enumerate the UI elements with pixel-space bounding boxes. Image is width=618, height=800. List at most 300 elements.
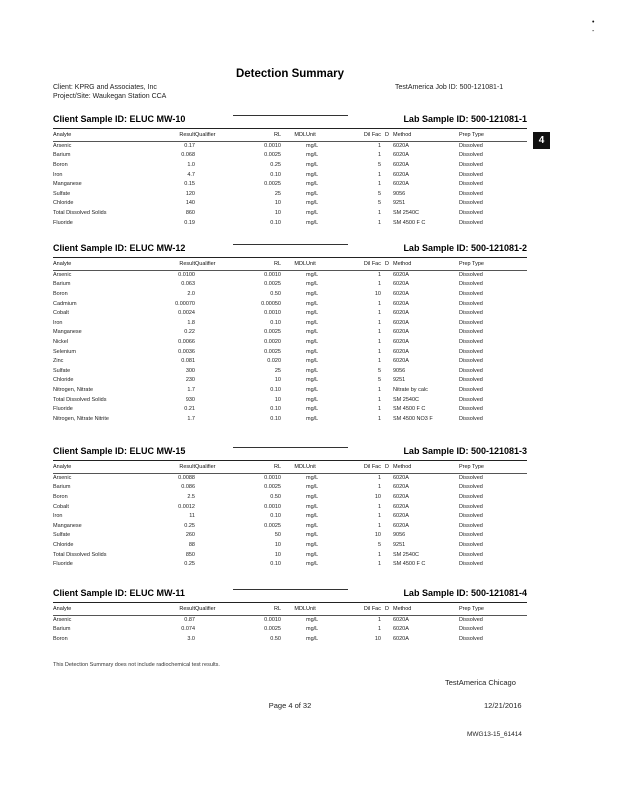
cell-mdl [281,367,306,377]
cell-qualifier [195,319,231,329]
cell-analyte: Barium [53,484,71,491]
cell-analyte: Selenium [53,348,76,355]
cell-d [381,161,393,171]
cell-rl: 0.10 [270,387,281,394]
cell-qualifier [195,493,231,503]
cell-dil-fac: 1 [377,142,381,149]
cell-qualifier [195,151,231,161]
cell-mdl [281,376,306,386]
cell-unit: mg/L [306,142,319,149]
cell-analyte: Barium [53,626,71,633]
cell-unit: mg/L [306,210,319,217]
cell-qualifier [195,483,231,493]
cell-rl: 0.0010 [264,474,281,481]
cell-unit: mg/L [306,219,319,226]
cell-qualifier [195,309,231,319]
cell-prep-type: Dissolved [459,319,483,326]
cell-mdl [281,170,306,180]
cell-method: 6020A [393,503,409,510]
lab-name: TestAmerica Chicago [445,678,516,687]
cell-qualifier [195,357,231,367]
cell-qualifier [195,405,231,415]
column-header-rl: RL [231,605,281,615]
column-header-mdl: MDL [281,605,306,615]
cell-method: 6020A [393,636,409,643]
table-row [53,522,527,532]
cell-result: 0.0024 [178,310,195,317]
cell-dil-fac: 10 [374,291,381,298]
cell-d [381,531,393,541]
cell-qualifier [195,395,231,405]
cell-dil-fac: 5 [377,200,381,207]
cell-unit: mg/L [306,513,319,520]
cell-dil-fac: 5 [377,190,381,197]
cell-rl: 0.0010 [264,142,281,149]
cell-method: 6020A [393,181,409,188]
sample-section [53,446,527,570]
cell-qualifier [195,347,231,357]
cell-qualifier [195,502,231,512]
cell-method: 6020A [393,171,409,178]
cell-mdl [281,338,306,348]
sample-section [53,243,527,424]
cell-mdl [281,270,306,280]
cell-d [381,493,393,503]
table-row [53,560,527,570]
cell-prep-type: Dissolved [459,551,483,558]
cell-result: 0.00070 [175,300,195,307]
footnote: This Detection Summary does not include radiochemical test results. [53,662,220,668]
cell-mdl [281,161,306,171]
table-row [53,502,527,512]
cell-rl: 0.50 [270,291,281,298]
cell-dil-fac: 10 [374,532,381,539]
results-table [53,260,527,424]
cell-analyte: Arsenic [53,616,72,623]
cell-result: 0.25 [184,561,195,568]
column-header-mdl: MDL [281,260,306,270]
table-row [53,347,527,357]
column-header-method: Method [393,260,459,270]
cell-qualifier [195,531,231,541]
table-row [53,531,527,541]
cell-d [381,635,393,645]
cell-rl: 25 [274,367,281,374]
table-row [53,209,527,219]
cell-mdl [281,493,306,503]
cell-rl: 10 [274,200,281,207]
cell-mdl [281,531,306,541]
cell-mdl [281,141,306,151]
cell-prep-type: Dissolved [459,561,483,568]
table-row [53,405,527,415]
cell-method: 9251 [393,200,406,207]
cell-method: 6020A [393,310,409,317]
cell-rl: 0.25 [270,162,281,169]
cell-unit: mg/L [306,377,319,384]
cell-mdl [281,635,306,645]
cell-dil-fac: 1 [377,561,381,568]
table-row [53,493,527,503]
column-header-method: Method [393,605,459,615]
cell-unit: mg/L [306,339,319,346]
cell-rl: 50 [274,532,281,539]
table-row [53,161,527,171]
cell-method: SM 4500 F C [393,219,426,226]
cell-prep-type: Dissolved [459,291,483,298]
cell-qualifier [195,328,231,338]
cell-dil-fac: 1 [377,181,381,188]
cell-dil-fac: 5 [377,367,381,374]
cell-prep-type: Dissolved [459,415,483,422]
cell-unit: mg/L [306,542,319,549]
cell-qualifier [195,270,231,280]
cell-mdl [281,615,306,625]
cell-qualifier [195,415,231,425]
cell-analyte: Cobalt [53,310,69,317]
cell-mdl [281,522,306,532]
cell-result: 0.25 [184,522,195,529]
cell-prep-type: Dissolved [459,396,483,403]
column-header-d: D [381,131,393,141]
cell-unit: mg/L [306,190,319,197]
cell-result: 0.063 [181,281,195,288]
cell-unit: mg/L [306,171,319,178]
table-row [53,367,527,377]
cell-method: 6020A [393,484,409,491]
cell-analyte: Nickel [53,339,68,346]
cell-d [381,319,393,329]
lab-sample-id: Lab Sample ID: 500-121081-4 [403,588,527,598]
cell-prep-type: Dissolved [459,210,483,217]
cell-analyte: Cadmium [53,300,77,307]
cell-prep-type: Dissolved [459,152,483,159]
cell-rl: 0.10 [270,513,281,520]
cell-prep-type: Dissolved [459,329,483,336]
cell-dil-fac: 1 [377,616,381,623]
column-header-rl: RL [231,463,281,473]
cell-mdl [281,560,306,570]
cell-unit: mg/L [306,310,319,317]
cell-unit: mg/L [306,532,319,539]
cell-result: 850 [185,551,195,558]
corner-mark: • - [592,19,595,35]
cell-dil-fac: 5 [377,162,381,169]
cell-mdl [281,502,306,512]
cell-dil-fac: 1 [377,319,381,326]
cell-prep-type: Dissolved [459,339,483,346]
cell-unit: mg/L [306,200,319,207]
cell-rl: 0.020 [267,358,281,365]
table-row [53,299,527,309]
cell-result: 0.0088 [178,474,195,481]
header-rule [233,244,348,245]
cell-dil-fac: 1 [377,310,381,317]
cell-unit: mg/L [306,484,319,491]
cell-dil-fac: 1 [377,339,381,346]
cell-rl: 0.0025 [264,626,281,633]
column-header-analyte: Analyte [53,605,153,615]
sample-section-header [53,243,527,258]
section-tab-badge: 4 [533,132,550,149]
cell-rl: 10 [274,396,281,403]
column-header-dil-fac: Dil Fac [346,463,381,473]
cell-d [381,615,393,625]
column-header-result: Result [153,131,195,141]
cell-prep-type: Dissolved [459,484,483,491]
cell-prep-type: Dissolved [459,542,483,549]
cell-mdl [281,199,306,209]
cell-unit: mg/L [306,181,319,188]
cell-result: 0.074 [181,626,195,633]
cell-qualifier [195,280,231,290]
cell-dil-fac: 1 [377,348,381,355]
header-rule [233,447,348,448]
cell-prep-type: Dissolved [459,358,483,365]
cell-dil-fac: 1 [377,271,381,278]
column-header-qualifier: Qualifier [195,131,231,141]
cell-analyte: Manganese [53,522,82,529]
page-number: Page 4 of 32 [268,701,312,710]
cell-dil-fac: 1 [377,281,381,288]
table-row [53,290,527,300]
cell-analyte: Barium [53,281,71,288]
client-sample-id: Client Sample ID: ELUC MW-11 [53,588,185,598]
cell-prep-type: Dissolved [459,367,483,374]
client-sample-id: Client Sample ID: ELUC MW-10 [53,114,186,124]
cell-d [381,290,393,300]
cell-d [381,209,393,219]
cell-rl: 0.50 [270,494,281,501]
cell-analyte: Sulfate [53,532,71,539]
cell-unit: mg/L [306,348,319,355]
header-rule [233,589,348,590]
cell-prep-type: Dissolved [459,616,483,623]
cell-mdl [281,218,306,228]
cell-method: 6020A [393,291,409,298]
cell-rl: 0.00050 [261,300,281,307]
cell-qualifier [195,218,231,228]
cell-result: 860 [185,210,195,217]
project-site: Project/Site: Waukegan Station CCA [53,93,167,100]
cell-mdl [281,190,306,200]
cell-dil-fac: 1 [377,329,381,336]
cell-d [381,625,393,635]
cell-mdl [281,180,306,190]
cell-analyte: Arsenic [53,271,72,278]
cell-result: 1.7 [187,415,195,422]
cell-result: 2.0 [187,291,195,298]
lab-sample-id: Lab Sample ID: 500-121081-1 [403,114,527,124]
column-header-dil-fac: Dil Fac [346,605,381,615]
lab-sample-id: Lab Sample ID: 500-121081-3 [403,446,527,456]
column-header-row [53,260,527,270]
sample-section-header [53,446,527,461]
cell-result: 300 [185,367,195,374]
table-row [53,270,527,280]
cell-prep-type: Dissolved [459,171,483,178]
table-row [53,141,527,151]
table-row [53,483,527,493]
cell-prep-type: Dissolved [459,200,483,207]
cell-qualifier [195,170,231,180]
column-header-analyte: Analyte [53,260,153,270]
cell-unit: mg/L [306,271,319,278]
column-header-prep-type: Prep Type [459,260,527,270]
cell-prep-type: Dissolved [459,503,483,510]
column-header-unit: Unit [306,605,346,615]
cell-unit: mg/L [306,162,319,169]
cell-rl: 10 [274,551,281,558]
cell-result: 88 [188,542,195,549]
cell-method: 6020A [393,494,409,501]
cell-d [381,199,393,209]
client-sample-id: Client Sample ID: ELUC MW-12 [53,243,186,253]
cell-qualifier [195,512,231,522]
cell-d [381,151,393,161]
cell-unit: mg/L [306,329,319,336]
cell-unit: mg/L [306,358,319,365]
cell-qualifier [195,161,231,171]
cell-method: 6020A [393,348,409,355]
column-header-dil-fac: Dil Fac [346,260,381,270]
cell-mdl [281,347,306,357]
cell-analyte: Chloride [53,377,74,384]
cell-method: SM 2540C [393,210,419,217]
cell-rl: 10 [274,377,281,384]
cell-mdl [281,299,306,309]
cell-qualifier [195,376,231,386]
cell-result: 0.21 [184,406,195,413]
cell-d [381,190,393,200]
table-row [53,376,527,386]
cell-d [381,180,393,190]
cell-analyte: Arsenic [53,142,72,149]
cell-dil-fac: 1 [377,171,381,178]
cell-mdl [281,415,306,425]
cell-dil-fac: 1 [377,551,381,558]
cell-analyte: Boron [53,291,68,298]
table-row [53,625,527,635]
cell-result: 1.0 [187,162,195,169]
cell-mdl [281,405,306,415]
job-id: TestAmerica Job ID: 500-121081-1 [395,84,504,91]
cell-analyte: Barium [53,152,71,159]
cell-result: 930 [185,396,195,403]
column-header-qualifier: Qualifier [195,605,231,615]
document-code: MWG13-15_61414 [467,731,522,738]
column-header-d: D [381,260,393,270]
cell-d [381,347,393,357]
cell-mdl [281,328,306,338]
cell-qualifier [195,473,231,483]
sample-section [53,588,527,644]
cell-method: 6020A [393,522,409,529]
table-row [53,180,527,190]
cell-method: 6020A [393,329,409,336]
cell-unit: mg/L [306,626,319,633]
cell-method: 6020A [393,358,409,365]
cell-result: 230 [185,377,195,384]
cell-result: 0.086 [181,484,195,491]
cell-result: 0.0012 [178,503,195,510]
cell-dil-fac: 10 [374,494,381,501]
cell-d [381,218,393,228]
cell-rl: 0.0020 [264,339,281,346]
cell-analyte: Chloride [53,542,74,549]
cell-rl: 10 [274,210,281,217]
table-row [53,541,527,551]
cell-mdl [281,512,306,522]
column-header-mdl: MDL [281,131,306,141]
cell-unit: mg/L [306,636,319,643]
cell-method: 6020A [393,626,409,633]
sample-section-header [53,114,527,129]
cell-d [381,395,393,405]
table-row [53,357,527,367]
cell-rl: 0.0025 [264,181,281,188]
cell-result: 1.7 [187,387,195,394]
table-row [53,473,527,483]
cell-prep-type: Dissolved [459,636,483,643]
cell-d [381,280,393,290]
cell-dil-fac: 1 [377,219,381,226]
cell-prep-type: Dissolved [459,271,483,278]
cell-dil-fac: 1 [377,358,381,365]
cell-mdl [281,357,306,367]
column-header-prep-type: Prep Type [459,131,527,141]
results-table [53,605,527,644]
cell-method: SM 4500 F C [393,561,426,568]
cell-method: 6020A [393,152,409,159]
page-title: Detection Summary [235,68,344,80]
cell-dil-fac: 1 [377,474,381,481]
client-name: Client: KPRG and Associates, Inc [53,84,157,91]
cell-result: 140 [185,200,195,207]
cell-rl: 0.10 [270,171,281,178]
cell-method: 6020A [393,319,409,326]
cell-method: SM 4500 F C [393,406,426,413]
cell-analyte: Iron [53,171,63,178]
cell-qualifier [195,560,231,570]
cell-dil-fac: 1 [377,484,381,491]
cell-result: 11 [189,513,195,520]
cell-prep-type: Dissolved [459,474,483,481]
cell-method: 6020A [393,474,409,481]
cell-d [381,328,393,338]
cell-result: 0.15 [184,181,195,188]
cell-prep-type: Dissolved [459,522,483,529]
cell-prep-type: Dissolved [459,219,483,226]
cell-qualifier [195,522,231,532]
cell-unit: mg/L [306,281,319,288]
cell-mdl [281,319,306,329]
table-row [53,512,527,522]
column-header-method: Method [393,463,459,473]
cell-unit: mg/L [306,367,319,374]
cell-d [381,367,393,377]
cell-dil-fac: 1 [377,415,381,422]
cell-unit: mg/L [306,415,319,422]
cell-d [381,309,393,319]
table-row [53,338,527,348]
cell-d [381,541,393,551]
cell-analyte: Cobalt [53,503,69,510]
cell-dil-fac: 1 [377,513,381,520]
cell-method: 6020A [393,513,409,520]
cell-method: 6020A [393,616,409,623]
cell-mdl [281,541,306,551]
